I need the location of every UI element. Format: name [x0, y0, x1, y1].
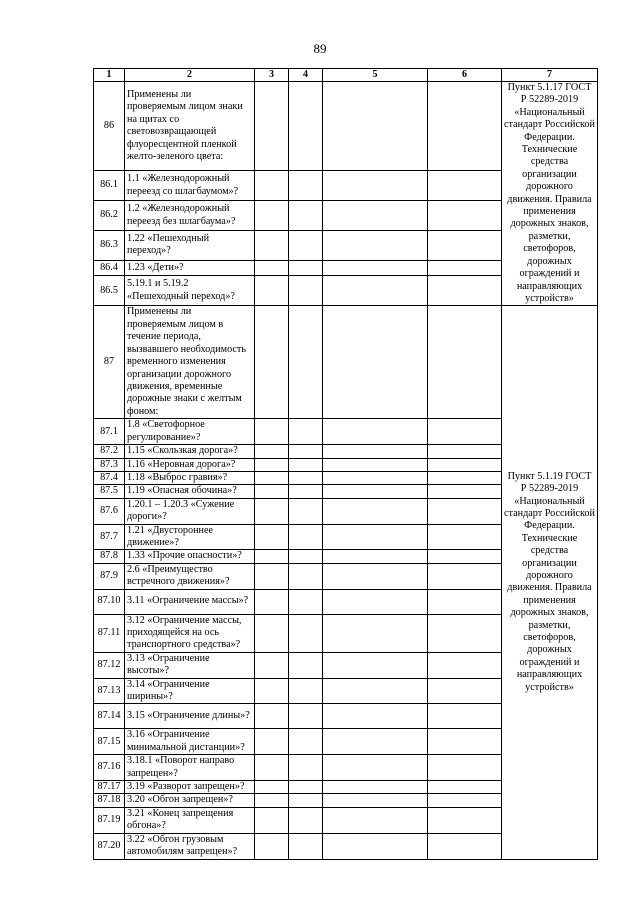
question-text: 1.20.1 – 1.20.3 «Сужение дороги»? [125, 498, 255, 524]
answer-cell[interactable] [428, 807, 502, 833]
answer-cell[interactable] [428, 82, 502, 171]
row-number: 87.12 [94, 652, 125, 678]
answer-cell[interactable] [323, 445, 428, 458]
answer-cell[interactable] [323, 524, 428, 550]
answer-cell[interactable] [428, 485, 502, 498]
question-text: 3.15 «Ограничение длины»? [125, 704, 255, 729]
row-number: 87.18 [94, 794, 125, 807]
row-number: 87.17 [94, 781, 125, 794]
answer-cell[interactable] [255, 230, 289, 260]
answer-cell[interactable] [428, 471, 502, 484]
answer-cell[interactable] [255, 704, 289, 729]
table-row [94, 306, 598, 419]
question-text: 1.19 «Опасная обочина»? [125, 485, 255, 498]
answer-cell[interactable] [255, 589, 289, 614]
answer-cell[interactable] [323, 781, 428, 794]
question-text: 1.23 «Дети»? [125, 260, 255, 276]
answer-cell[interactable] [323, 201, 428, 231]
answer-cell[interactable] [428, 419, 502, 445]
col-header-4: 4 [289, 69, 323, 82]
answer-cell[interactable] [289, 704, 323, 729]
question-text: 3.16 «Ограничение минимальной дистанции»? [125, 729, 255, 755]
answer-cell[interactable] [289, 563, 323, 589]
answer-cell[interactable] [289, 755, 323, 781]
answer-cell[interactable] [289, 471, 323, 484]
row-number: 87.6 [94, 498, 125, 524]
answer-cell[interactable] [289, 794, 323, 807]
answer-cell[interactable] [289, 306, 323, 419]
answer-cell[interactable] [255, 445, 289, 458]
answer-cell[interactable] [255, 276, 289, 306]
answer-cell[interactable] [428, 524, 502, 550]
answer-cell[interactable] [428, 589, 502, 614]
row-number: 87.1 [94, 419, 125, 445]
legal-reference: Пункт 5.1.17 ГОСТ Р 52289-2019 «Национальный стандарт Российской Федерации. Технические средства организации дорожного движения. Правила применения дорожных знаков, разметки, светофоров, дорожных ограждений и направляющих устройств» [502, 82, 598, 306]
question-text: 2.6 «Преимущество встречного движения»? [125, 563, 255, 589]
answer-cell[interactable] [428, 201, 502, 231]
row-number: 86.1 [94, 171, 125, 201]
answer-cell[interactable] [323, 82, 428, 171]
row-number: 87.2 [94, 445, 125, 458]
answer-cell[interactable] [255, 524, 289, 550]
question-text: 1.8 «Светофорное регулирование»? [125, 419, 255, 445]
row-number: 87.15 [94, 729, 125, 755]
answer-cell[interactable] [255, 755, 289, 781]
answer-cell[interactable] [428, 276, 502, 306]
page-number: 89 [313, 41, 327, 56]
row-number: 86.3 [94, 230, 125, 260]
col-header-5: 5 [323, 69, 428, 82]
answer-cell[interactable] [255, 563, 289, 589]
answer-cell[interactable] [255, 260, 289, 276]
answer-cell[interactable] [323, 458, 428, 471]
legal-reference: Пункт 5.1.19 ГОСТ Р 52289-2019 «Национальный стандарт Российской Федерации. Технические средства организации дорожного движения. Правила применения дорожных знаков, разметки, светофоров, дорожных ограждений и направляющих устройств» [502, 306, 598, 859]
question-text: 1.18 «Выброс гравия»? [125, 471, 255, 484]
answer-cell[interactable] [323, 755, 428, 781]
answer-cell[interactable] [255, 794, 289, 807]
answer-cell[interactable] [255, 171, 289, 201]
answer-cell[interactable] [289, 276, 323, 306]
row-number: 86.2 [94, 201, 125, 231]
answer-cell[interactable] [255, 833, 289, 859]
row-number: 87.14 [94, 704, 125, 729]
answer-cell[interactable] [323, 678, 428, 704]
row-number: 87.10 [94, 589, 125, 614]
col-header-2: 2 [125, 69, 255, 82]
answer-cell[interactable] [323, 171, 428, 201]
answer-cell[interactable] [428, 781, 502, 794]
question-text: 1.21 «Двустороннее движение»? [125, 524, 255, 550]
row-number: 87.13 [94, 678, 125, 704]
answer-cell[interactable] [428, 260, 502, 276]
col-header-7: 7 [502, 69, 598, 82]
row-number: 87.7 [94, 524, 125, 550]
question-text: 1.1 «Железнодорожный переезд со шлагбаумом»? [125, 171, 255, 201]
answer-cell[interactable] [323, 794, 428, 807]
answer-cell[interactable] [323, 419, 428, 445]
question-text: 3.19 «Разворот запрещен»? [125, 781, 255, 794]
row-number: 87.9 [94, 563, 125, 589]
question-text: 3.18.1 «Поворот направо запрещен»? [125, 755, 255, 781]
header-row [94, 69, 598, 82]
answer-cell[interactable] [255, 729, 289, 755]
answer-cell[interactable] [289, 82, 323, 171]
answer-cell[interactable] [255, 807, 289, 833]
answer-cell[interactable] [323, 704, 428, 729]
question-text: 1.22 «Пешеходный переход»? [125, 230, 255, 260]
row-number: 87.5 [94, 485, 125, 498]
answer-cell[interactable] [255, 82, 289, 171]
row-number: 87.4 [94, 471, 125, 484]
row-number: 86.4 [94, 260, 125, 276]
answer-cell[interactable] [428, 550, 502, 563]
answer-cell[interactable] [255, 458, 289, 471]
answer-cell[interactable] [289, 445, 323, 458]
question-text: Применены ли проверяемым лицом в течение периода, вызвавшего необходимость временного изменения организации дорожного движения, временные дорожные знаки с желтым фоном: [125, 306, 255, 419]
col-header-6: 6 [428, 69, 502, 82]
answer-cell[interactable] [428, 614, 502, 652]
question-text: 3.12 «Ограничение массы, приходящейся на ось транспортного средства»? [125, 614, 255, 652]
answer-cell[interactable] [323, 485, 428, 498]
row-number: 87.19 [94, 807, 125, 833]
answer-cell[interactable] [428, 729, 502, 755]
answer-cell[interactable] [255, 485, 289, 498]
answer-cell[interactable] [428, 755, 502, 781]
answer-cell[interactable] [323, 260, 428, 276]
answer-cell[interactable] [428, 171, 502, 201]
answer-cell[interactable] [289, 833, 323, 859]
col-header-3: 3 [255, 69, 289, 82]
answer-cell[interactable] [289, 652, 323, 678]
answer-cell[interactable] [323, 471, 428, 484]
row-number: 87.20 [94, 833, 125, 859]
answer-cell[interactable] [323, 833, 428, 859]
row-number: 87.3 [94, 458, 125, 471]
question-text: 1.15 «Скользкая дорога»? [125, 445, 255, 458]
row-number: 87 [94, 306, 125, 419]
answer-cell[interactable] [255, 550, 289, 563]
question-text: 1.16 «Неровная дорога»? [125, 458, 255, 471]
answer-cell[interactable] [323, 230, 428, 260]
answer-cell[interactable] [255, 781, 289, 794]
col-header-1: 1 [94, 69, 125, 82]
answer-cell[interactable] [428, 445, 502, 458]
question-text: 1.2 «Железнодорожный переезд без шлагбаума»? [125, 201, 255, 231]
answer-cell[interactable] [289, 419, 323, 445]
answer-cell[interactable] [323, 614, 428, 652]
answer-cell[interactable] [255, 471, 289, 484]
answer-cell[interactable] [289, 589, 323, 614]
answer-cell[interactable] [289, 729, 323, 755]
answer-cell[interactable] [289, 171, 323, 201]
answer-cell[interactable] [428, 230, 502, 260]
question-text: 3.20 «Обгон запрещен»? [125, 794, 255, 807]
question-text: 3.13 «Ограничение высоты»? [125, 652, 255, 678]
row-number: 87.8 [94, 550, 125, 563]
table-row [94, 82, 598, 171]
row-number: 86 [94, 82, 125, 171]
answer-cell[interactable] [428, 563, 502, 589]
answer-cell[interactable] [323, 729, 428, 755]
answer-cell[interactable] [289, 524, 323, 550]
answer-cell[interactable] [255, 419, 289, 445]
answer-cell[interactable] [289, 230, 323, 260]
answer-cell[interactable] [428, 306, 502, 419]
checklist-table [93, 68, 598, 860]
answer-cell[interactable] [323, 498, 428, 524]
question-text: 3.21 «Конец запрещения обгона»? [125, 807, 255, 833]
question-text: 3.11 «Ограничение массы»? [125, 589, 255, 614]
answer-cell[interactable] [428, 498, 502, 524]
answer-cell[interactable] [323, 550, 428, 563]
answer-cell[interactable] [323, 652, 428, 678]
question-text: 1.33 «Прочие опасности»? [125, 550, 255, 563]
question-text: 3.14 «Ограничение ширины»? [125, 678, 255, 704]
answer-cell[interactable] [428, 458, 502, 471]
answer-cell[interactable] [289, 458, 323, 471]
row-number: 87.16 [94, 755, 125, 781]
answer-cell[interactable] [289, 201, 323, 231]
answer-cell[interactable] [255, 498, 289, 524]
answer-cell[interactable] [255, 306, 289, 419]
answer-cell[interactable] [428, 678, 502, 704]
answer-cell[interactable] [289, 614, 323, 652]
answer-cell[interactable] [289, 807, 323, 833]
answer-cell[interactable] [289, 485, 323, 498]
question-text: Применены ли проверяемым лицом знаки на щитах со световозвращающей флуоресцентной пленкой желто-зеленого цвета: [125, 82, 255, 171]
answer-cell[interactable] [428, 652, 502, 678]
answer-cell[interactable] [255, 201, 289, 231]
answer-cell[interactable] [255, 652, 289, 678]
answer-cell[interactable] [428, 704, 502, 729]
answer-cell[interactable] [289, 781, 323, 794]
answer-cell[interactable] [289, 550, 323, 563]
answer-cell[interactable] [289, 678, 323, 704]
answer-cell[interactable] [255, 614, 289, 652]
answer-cell[interactable] [289, 260, 323, 276]
row-number: 87.11 [94, 614, 125, 652]
answer-cell[interactable] [323, 563, 428, 589]
answer-cell[interactable] [323, 276, 428, 306]
answer-cell[interactable] [323, 589, 428, 614]
row-number: 86.5 [94, 276, 125, 306]
answer-cell[interactable] [428, 833, 502, 859]
question-text: 3.22 «Обгон грузовым автомобилям запрещен»? [125, 833, 255, 859]
answer-cell[interactable] [289, 498, 323, 524]
question-text: 5.19.1 и 5.19.2 «Пешеходный переход»? [125, 276, 255, 306]
answer-cell[interactable] [323, 306, 428, 419]
answer-cell[interactable] [255, 678, 289, 704]
answer-cell[interactable] [323, 807, 428, 833]
answer-cell[interactable] [428, 794, 502, 807]
